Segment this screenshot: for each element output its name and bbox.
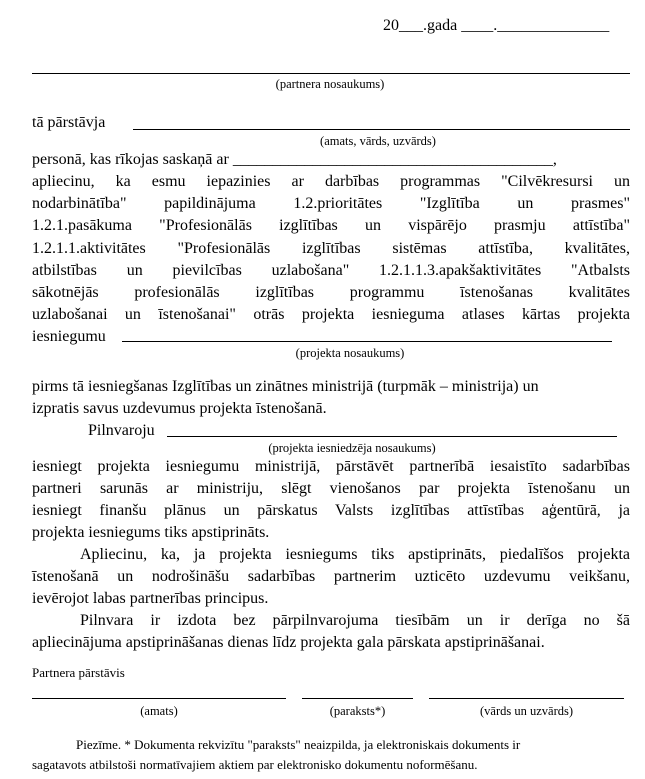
paragraph-line: atbilstības un pievilcības uzlabošana" 1.2.1.1.3.apakšaktivitātes "Atbalsts <box>32 262 630 279</box>
position-line <box>32 698 286 699</box>
paragraph-line: izpratis savus uzdevumus projekta īstenošanā. <box>32 400 327 417</box>
paragraph-line: 1.2.1.1.aktivitātes "Profesionālās izglītības sistēmas attīstība, kvalitātes, <box>32 240 630 257</box>
representative-line <box>133 129 630 130</box>
paragraph-line: Apliecinu, ka, ja projekta iesniegums tiks apstiprināts, piedalīšos projekta <box>80 546 630 563</box>
paragraph-line: īstenošanā un nodrošināšu sadarbības partnerim uzticēto uzdevumu veikšanu, <box>32 568 630 585</box>
paragraph-line: pirms tā iesniegšanas Izglītības un zinātnes ministrijā (turpmāk – ministrija) un <box>32 378 539 395</box>
paragraph-line: nodarbinātība" papildinājuma 1.2.prioritātes "Izglītība un prasmes" <box>32 195 630 212</box>
name-line <box>429 698 624 699</box>
paragraph-line: iesniegt projekta iesniegumu ministrijā, pārstāvēt partnerībā iesaistīto sadarbības <box>32 458 630 475</box>
applicant-caption: (projekta iesniedzēja nosaukums) <box>268 441 436 455</box>
representative-caption: (amats, vārds, uzvārds) <box>320 134 436 148</box>
name-caption: (vārds un uzvārds) <box>479 704 574 718</box>
paragraph-line: apliecinājuma apstiprināšanas dienas līdz projekta gala pārskata apstiprināšanai. <box>32 634 545 651</box>
note-line: sagatavots atbilstoši normatīvajiem aktiem par elektronisko dokumentu noformēšanu. <box>32 757 478 772</box>
paragraph-line: projekta iesniegums tiks apstiprināts. <box>32 524 270 541</box>
authorize-label: Pilnvaroju <box>88 422 155 439</box>
paragraph-line: personā, kas rīkojas saskaņā ar ________________________________________, <box>32 151 557 168</box>
paragraph-line: apliecinu, ka esmu iepazinies ar darbības programmas "Cilvēkresursi un <box>32 173 630 190</box>
representative-label: tā pārstāvja <box>32 114 106 131</box>
applicant-name-line <box>167 436 617 437</box>
paragraph-line: iesniegt finanšu plānus un pārskatus Valsts izglītības attīstības aģentūrā, ja <box>32 502 630 519</box>
paragraph-line: Pilnvara ir izdota bez pārpilnvarojuma tiesībām un ir derīga no šā <box>80 612 630 629</box>
project-name-line <box>122 341 612 342</box>
partner-name-line <box>32 73 630 74</box>
partner-caption: (partnera nosaukums) <box>275 77 385 91</box>
position-caption: (amats) <box>140 704 178 718</box>
paragraph-line: uzlabošanai un īstenošanai" otrās projekta iesnieguma atlases kārtas projekta <box>32 306 630 323</box>
signature-title: Partnera pārstāvis <box>32 665 125 680</box>
paragraph-line: iesniegumu <box>32 328 106 345</box>
signature-line <box>302 698 413 699</box>
date-line: 20___.gada ____.______________ <box>383 17 610 34</box>
paragraph-line: partneri sarunās ar ministriju, slēgt vienošanos par projekta īstenošanu un <box>32 480 630 497</box>
paragraph-line: sākotnējās profesionālās izglītības programmu īstenošanas kvalitātes <box>32 284 630 301</box>
signature-caption: (paraksts*) <box>329 704 386 718</box>
note-line: Piezīme. * Dokumenta rekvizītu "paraksts" neaizpilda, ja elektroniskais dokuments ir <box>76 737 521 752</box>
project-caption: (projekta nosaukums) <box>295 346 405 360</box>
paragraph-line: ievērojot labas partnerības principus. <box>32 590 269 607</box>
paragraph-line: 1.2.1.pasākuma "Profesionālās izglītības un vispārējo prasmju attīstība" <box>32 217 630 234</box>
